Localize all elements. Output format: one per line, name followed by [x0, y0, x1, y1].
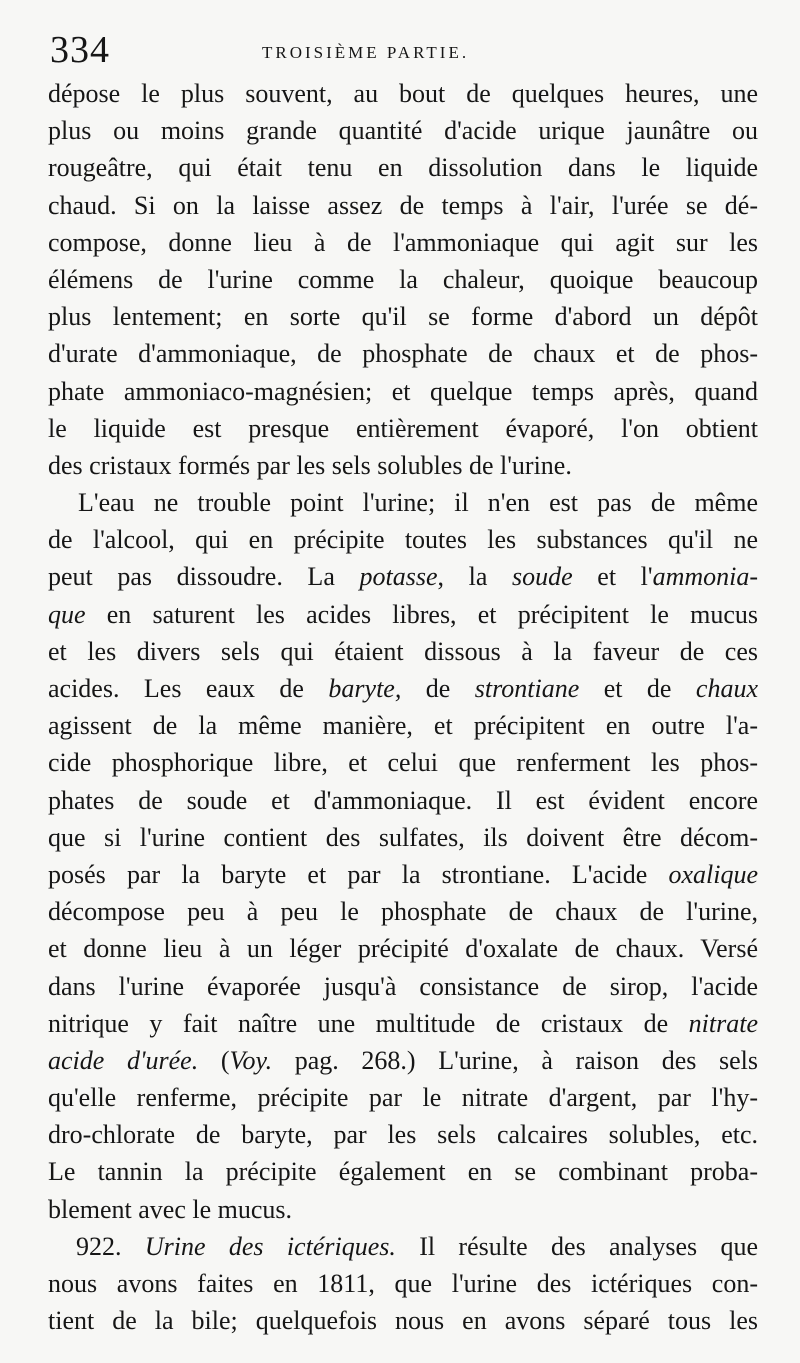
- page-header: [0, 18, 800, 74]
- text-segment: 922.: [76, 1231, 145, 1261]
- text-segment: acides. Les eaux de: [48, 674, 329, 703]
- text-segment: des cristaux formés par les sels solubles de l'urine.: [48, 450, 572, 480]
- text-line: [48, 149, 758, 186]
- text-segment: et les divers sels qui étaient dissous à la faveur de ces: [48, 636, 758, 666]
- text-segment: , la: [437, 562, 512, 592]
- text-segment: compose, donne lieu à de l'ammoniaque qui agit sur les: [48, 227, 758, 257]
- text-segment: Le tannin la précipite également en se combinant proba-: [48, 1157, 758, 1187]
- text-segment: dans l'urine évaporée jusqu'à consistance de sirop, l'acide: [48, 971, 758, 1001]
- italic-text: Voy.: [229, 1045, 273, 1075]
- body-text: [48, 75, 758, 1339]
- text-line: [48, 558, 758, 595]
- text-segment: qu'elle renferme, précipite par le nitrate d'argent, par l'hy-: [48, 1083, 758, 1113]
- italic-text: Urine des ictériques.: [144, 1231, 396, 1261]
- text-line: [48, 1005, 758, 1042]
- text-segment: chaud. Si on la laisse assez de temps à l'air, l'urée se dé-: [48, 190, 758, 220]
- text-line: [48, 298, 758, 335]
- running-head: TROISIÈME PARTIE.: [262, 43, 470, 62]
- text-line: [48, 112, 758, 149]
- text-segment: (: [198, 1045, 230, 1075]
- italic-text: nitrate: [688, 1008, 758, 1038]
- text-segment: peut pas dissoudre. La: [48, 562, 360, 592]
- text-line: [48, 1079, 758, 1116]
- text-segment: dépose le plus souvent, au bout de quelques heures, une: [48, 79, 758, 108]
- text-line: [48, 893, 758, 930]
- text-line: [48, 75, 758, 112]
- text-segment: phates de soude et d'ammoniaque. Il est évident encore: [48, 785, 758, 815]
- italic-text: strontiane: [474, 674, 580, 703]
- italic-text: oxalique: [668, 859, 758, 889]
- text-line: [48, 410, 758, 447]
- text-line: [48, 1153, 758, 1190]
- italic-text: chaux: [695, 674, 759, 703]
- text-segment: tient de la bile; quelquefois nous en avons séparé tous les: [48, 1306, 758, 1336]
- text-segment: de: [401, 674, 475, 703]
- text-segment: et donne lieu à un léger précipité d'oxalate de chaux. Versé: [48, 934, 758, 964]
- text-segment: posés par la baryte et par la strontiane. L'acide: [48, 859, 669, 889]
- text-line: [48, 187, 758, 224]
- text-segment: nous avons faites en 1811, que l'urine des ictériques con-: [48, 1269, 758, 1298]
- text-line: [48, 335, 758, 372]
- text-line: [48, 633, 758, 670]
- text-line: [48, 930, 758, 967]
- text-segment: dro-chlorate de baryte, par les sels calcaires solubles, etc.: [48, 1120, 758, 1150]
- text-segment: plus ou moins grande quantité d'acide urique jaunâtre ou: [48, 116, 758, 146]
- italic-text: soude: [511, 562, 573, 592]
- text-line: [48, 1302, 758, 1339]
- text-line: [48, 1042, 758, 1079]
- text-segment: d'urate d'ammoniaque, de phosphate de chaux et de phos-: [48, 339, 758, 369]
- page-number: 334: [50, 29, 110, 71]
- text-segment: phate ammoniaco-magnésien; et quelque temps après, quand: [48, 376, 758, 406]
- text-line: [48, 521, 758, 558]
- text-line: [48, 782, 758, 819]
- text-segment: L'eau ne trouble point l'urine; il n'en est pas de même: [78, 488, 758, 518]
- text-line: [48, 968, 758, 1005]
- text-segment: nitrique y fait naître une multitude de cristaux de: [48, 1008, 689, 1038]
- text-line: [48, 261, 758, 298]
- text-line: [48, 596, 758, 633]
- text-segment: pag. 268.) L'urine, à raison des sels: [272, 1045, 758, 1075]
- text-segment: cide phosphorique libre, et celui que renferment les phos-: [48, 748, 758, 778]
- text-line: [48, 670, 758, 707]
- text-line: [48, 1191, 758, 1228]
- text-line: [48, 819, 758, 856]
- text-segment: et de: [579, 674, 696, 703]
- text-segment: et l': [572, 562, 653, 592]
- text-line: [48, 707, 758, 744]
- text-segment: Il résulte des analyses que: [395, 1231, 759, 1261]
- text-segment: plus lentement; en sorte qu'il se forme d'abord un dépôt: [48, 302, 758, 332]
- text-segment: le liquide est presque entièrement évaporé, l'on obtient: [48, 413, 758, 443]
- text-line: [48, 856, 758, 893]
- text-line: [48, 1116, 758, 1153]
- text-segment: blement avec le mucus.: [48, 1194, 293, 1224]
- text-segment: rougeâtre, qui était tenu en dissolution dans le liquide: [48, 153, 758, 183]
- text-segment: élémens de l'urine comme la chaleur, quoique beaucoup: [48, 264, 758, 294]
- text-line: [48, 373, 758, 410]
- italic-text: baryte,: [328, 674, 402, 703]
- text-segment: que si l'urine contient des sulfates, ils doivent être décom-: [48, 822, 758, 852]
- text-line: [48, 447, 758, 484]
- text-segment: de l'alcool, qui en précipite toutes les substances qu'il ne: [48, 525, 758, 555]
- text-segment: en saturent les acides libres, et précipitent le mucus: [85, 599, 758, 629]
- text-segment: agissent de la même manière, et précipitent en outre l'a-: [48, 711, 758, 741]
- text-line: [48, 744, 758, 781]
- text-line: [48, 484, 758, 521]
- text-line: [48, 1228, 758, 1265]
- italic-text: que: [48, 599, 86, 629]
- italic-text: ammonia-: [652, 562, 758, 592]
- text-line: [48, 224, 758, 261]
- text-line: [48, 1265, 758, 1302]
- text-segment: décompose peu à peu le phosphate de chaux de l'urine,: [48, 897, 758, 927]
- italic-text: potasse: [359, 562, 438, 592]
- italic-text: acide d'urée.: [48, 1045, 199, 1075]
